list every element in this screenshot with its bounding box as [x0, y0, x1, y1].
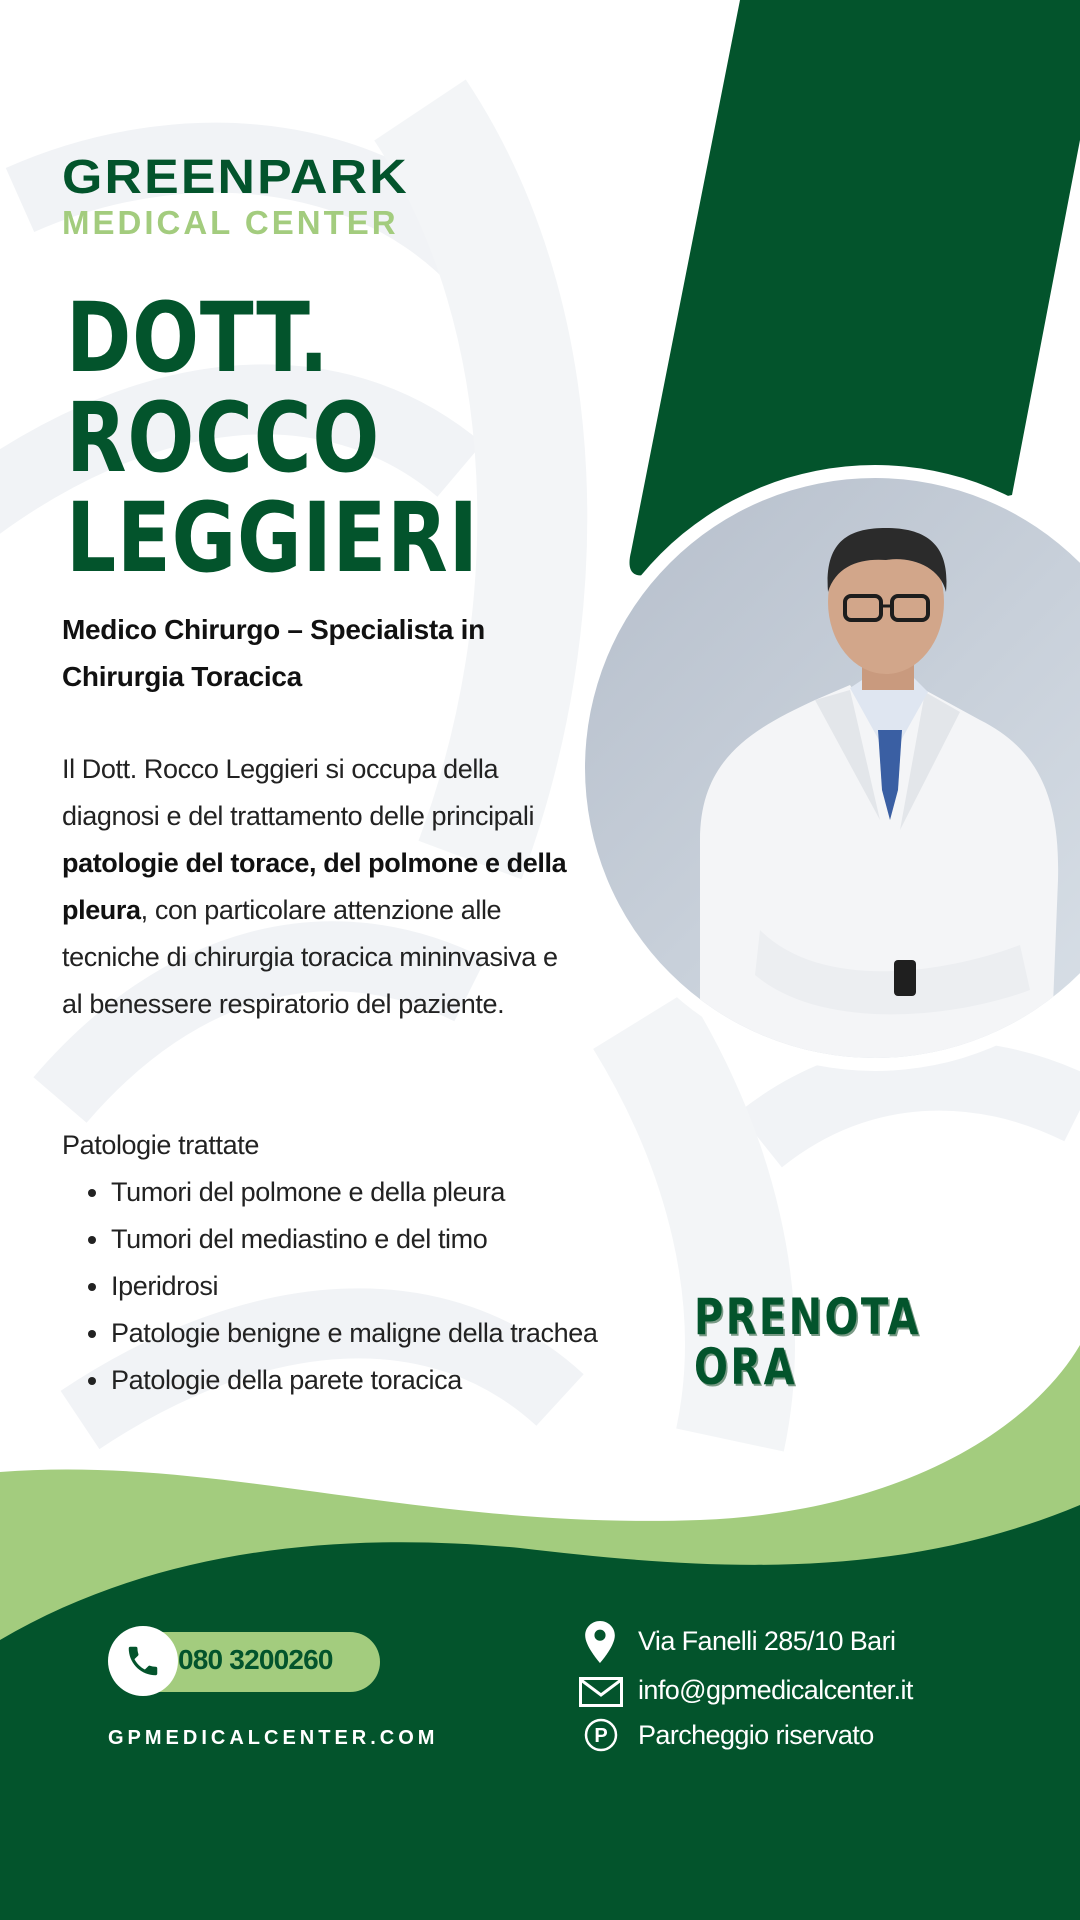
condition-item: • Tumori del polmone e della pleura: [111, 1169, 631, 1216]
parking-icon: [584, 1718, 618, 1752]
conditions-list: [62, 1169, 631, 1404]
condition-item: • Iperidrosi: [111, 1263, 631, 1310]
location-pin-icon: [582, 1620, 618, 1664]
email-text[interactable]: info@gpmedicalcenter.it: [638, 1675, 913, 1705]
address-text: Via Fanelli 285/10 Bari: [638, 1626, 896, 1656]
doctor-name-line-3: LEGGIERI: [66, 482, 479, 594]
book-now-button[interactable]: PRENOTA ORA: [694, 1288, 921, 1396]
description-text-2: , con particolare attenzione alle tecniche di chirurgia toracica mininvasiva e al benessere respiratorio del paziente.: [62, 895, 558, 1019]
svg-text:P: P: [594, 1725, 608, 1747]
phone-number[interactable]: 080 3200260: [178, 1644, 333, 1675]
description-highlight: patologie del torace, del polmone e della pleura: [62, 848, 567, 925]
website-link[interactable]: GPMEDICALCENTER.COM: [108, 1727, 439, 1749]
phone-icon: [108, 1626, 178, 1696]
doctor-description: [62, 746, 582, 1028]
doctor-name-line-1: DOTT.: [66, 282, 330, 394]
description-text-1: Il Dott. Rocco Leggieri si occupa della diagnosi e del trattamento delle principali: [62, 754, 535, 831]
envelope-icon: [578, 1676, 624, 1708]
conditions-title: Patologie trattate: [62, 1130, 259, 1160]
logo-wordmark: GREENPARK: [62, 151, 409, 204]
doctor-name-line-2: ROCCO: [66, 382, 381, 494]
condition-item: • Tumori del mediastino e del timo: [111, 1216, 631, 1263]
condition-item: • Patologie benigne e maligne della trachea: [111, 1310, 631, 1357]
parking-text: Parcheggio riservato: [638, 1720, 874, 1750]
condition-item: • Patologie della parete toracica: [111, 1357, 631, 1404]
logo-subtitle: MEDICAL CENTER: [62, 204, 399, 241]
doctor-specialty: Medico Chirurgo – Specialista in Chirurgia Toracica: [62, 614, 485, 692]
